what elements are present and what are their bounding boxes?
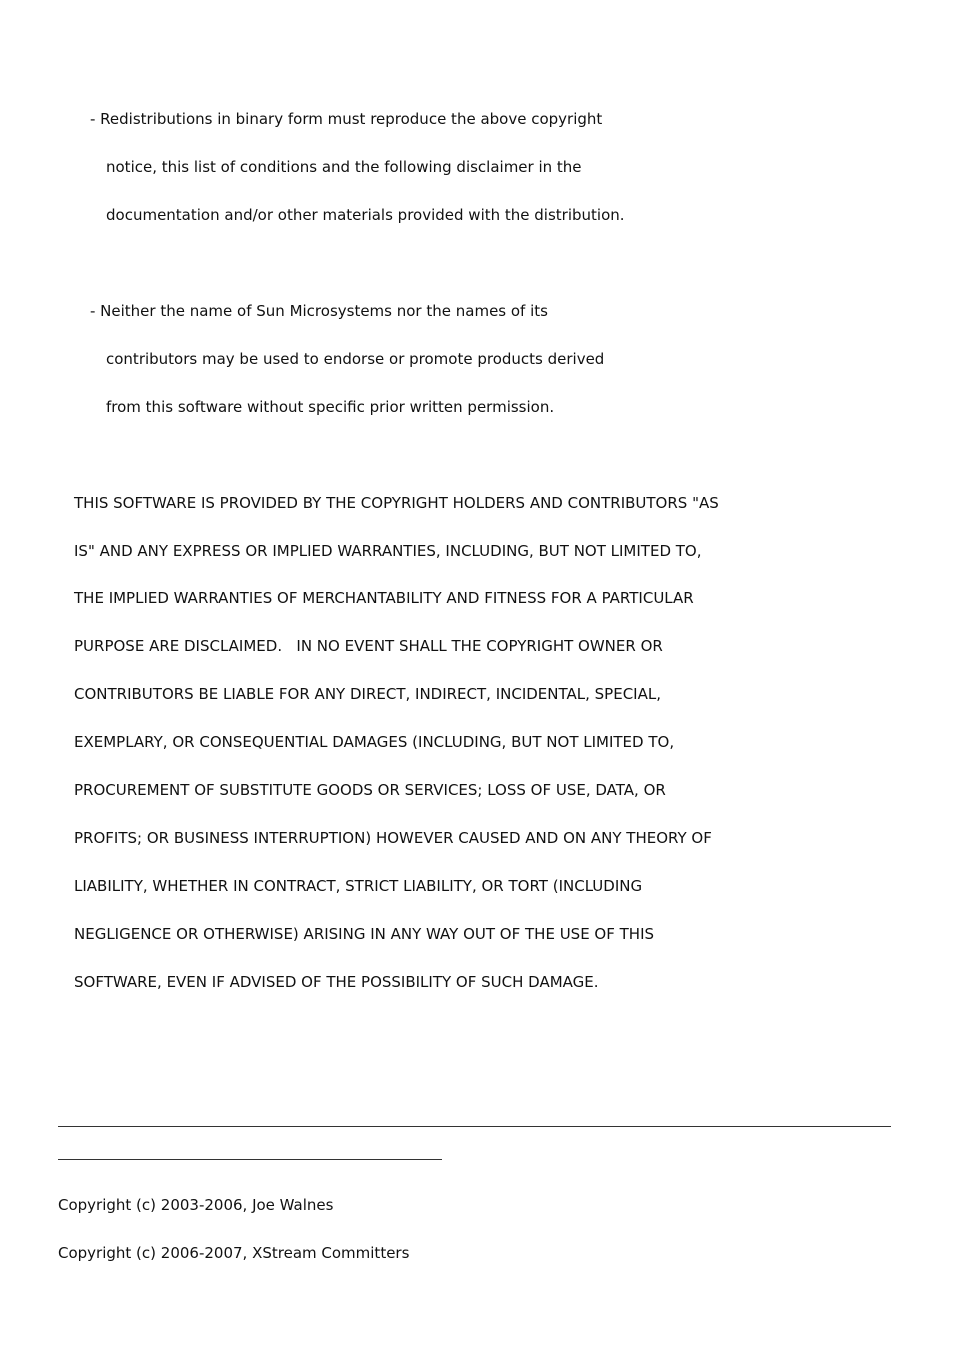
clause3-line-3: from this software without specific prior written permission. <box>106 398 555 416</box>
disclaimer-line-6: EXEMPLARY, OR CONSEQUENTIAL DAMAGES (INCLUDING, BUT NOT LIMITED TO, <box>74 733 675 751</box>
disclaimer-line-10: NEGLIGENCE OR OTHERWISE) ARISING IN ANY WAY OUT OF THE USE OF THIS <box>74 925 655 943</box>
disclaimer-line-11: SOFTWARE, EVEN IF ADVISED OF THE POSSIBILITY OF SUCH DAMAGE. <box>74 973 599 991</box>
disclaimer-line-2: IS" AND ANY EXPRESS OR IMPLIED WARRANTIES, INCLUDING, BUT NOT LIMITED TO, <box>74 542 702 560</box>
clause2-line-1: - Redistributions in binary form must reproduce the above copyright <box>90 110 603 128</box>
disclaimer-line-4: PURPOSE ARE DISCLAIMED. IN NO EVENT SHALL THE COPYRIGHT OWNER OR <box>74 637 663 655</box>
disclaimer-line-1: THIS SOFTWARE IS PROVIDED BY THE COPYRIGHT HOLDERS AND CONTRIBUTORS "AS <box>74 494 719 512</box>
copyright-line-1: Copyright (c) 2003-2006, Joe Walnes <box>58 1196 334 1214</box>
clause3-line-1: - Neither the name of Sun Microsystems nor the names of its <box>90 302 548 320</box>
separator-rule-short <box>58 1159 442 1160</box>
clause2-line-3: documentation and/or other materials provided with the distribution. <box>106 206 625 224</box>
clause2-line-2: notice, this list of conditions and the following disclaimer in the <box>106 158 582 176</box>
disclaimer-line-8: PROFITS; OR BUSINESS INTERRUPTION) HOWEVER CAUSED AND ON ANY THEORY OF <box>74 829 712 847</box>
disclaimer-line-5: CONTRIBUTORS BE LIABLE FOR ANY DIRECT, INDIRECT, INCIDENTAL, SPECIAL, <box>74 685 661 703</box>
disclaimer-line-3: THE IMPLIED WARRANTIES OF MERCHANTABILITY AND FITNESS FOR A PARTICULAR <box>74 589 694 607</box>
clause3-line-2: contributors may be used to endorse or promote products derived <box>106 350 605 368</box>
disclaimer-line-9: LIABILITY, WHETHER IN CONTRACT, STRICT LIABILITY, OR TORT (INCLUDING <box>74 877 643 895</box>
disclaimer-line-7: PROCUREMENT OF SUBSTITUTE GOODS OR SERVICES; LOSS OF USE, DATA, OR <box>74 781 666 799</box>
separator-rule <box>58 1126 891 1127</box>
copyright-line-2: Copyright (c) 2006-2007, XStream Committers <box>58 1244 410 1262</box>
